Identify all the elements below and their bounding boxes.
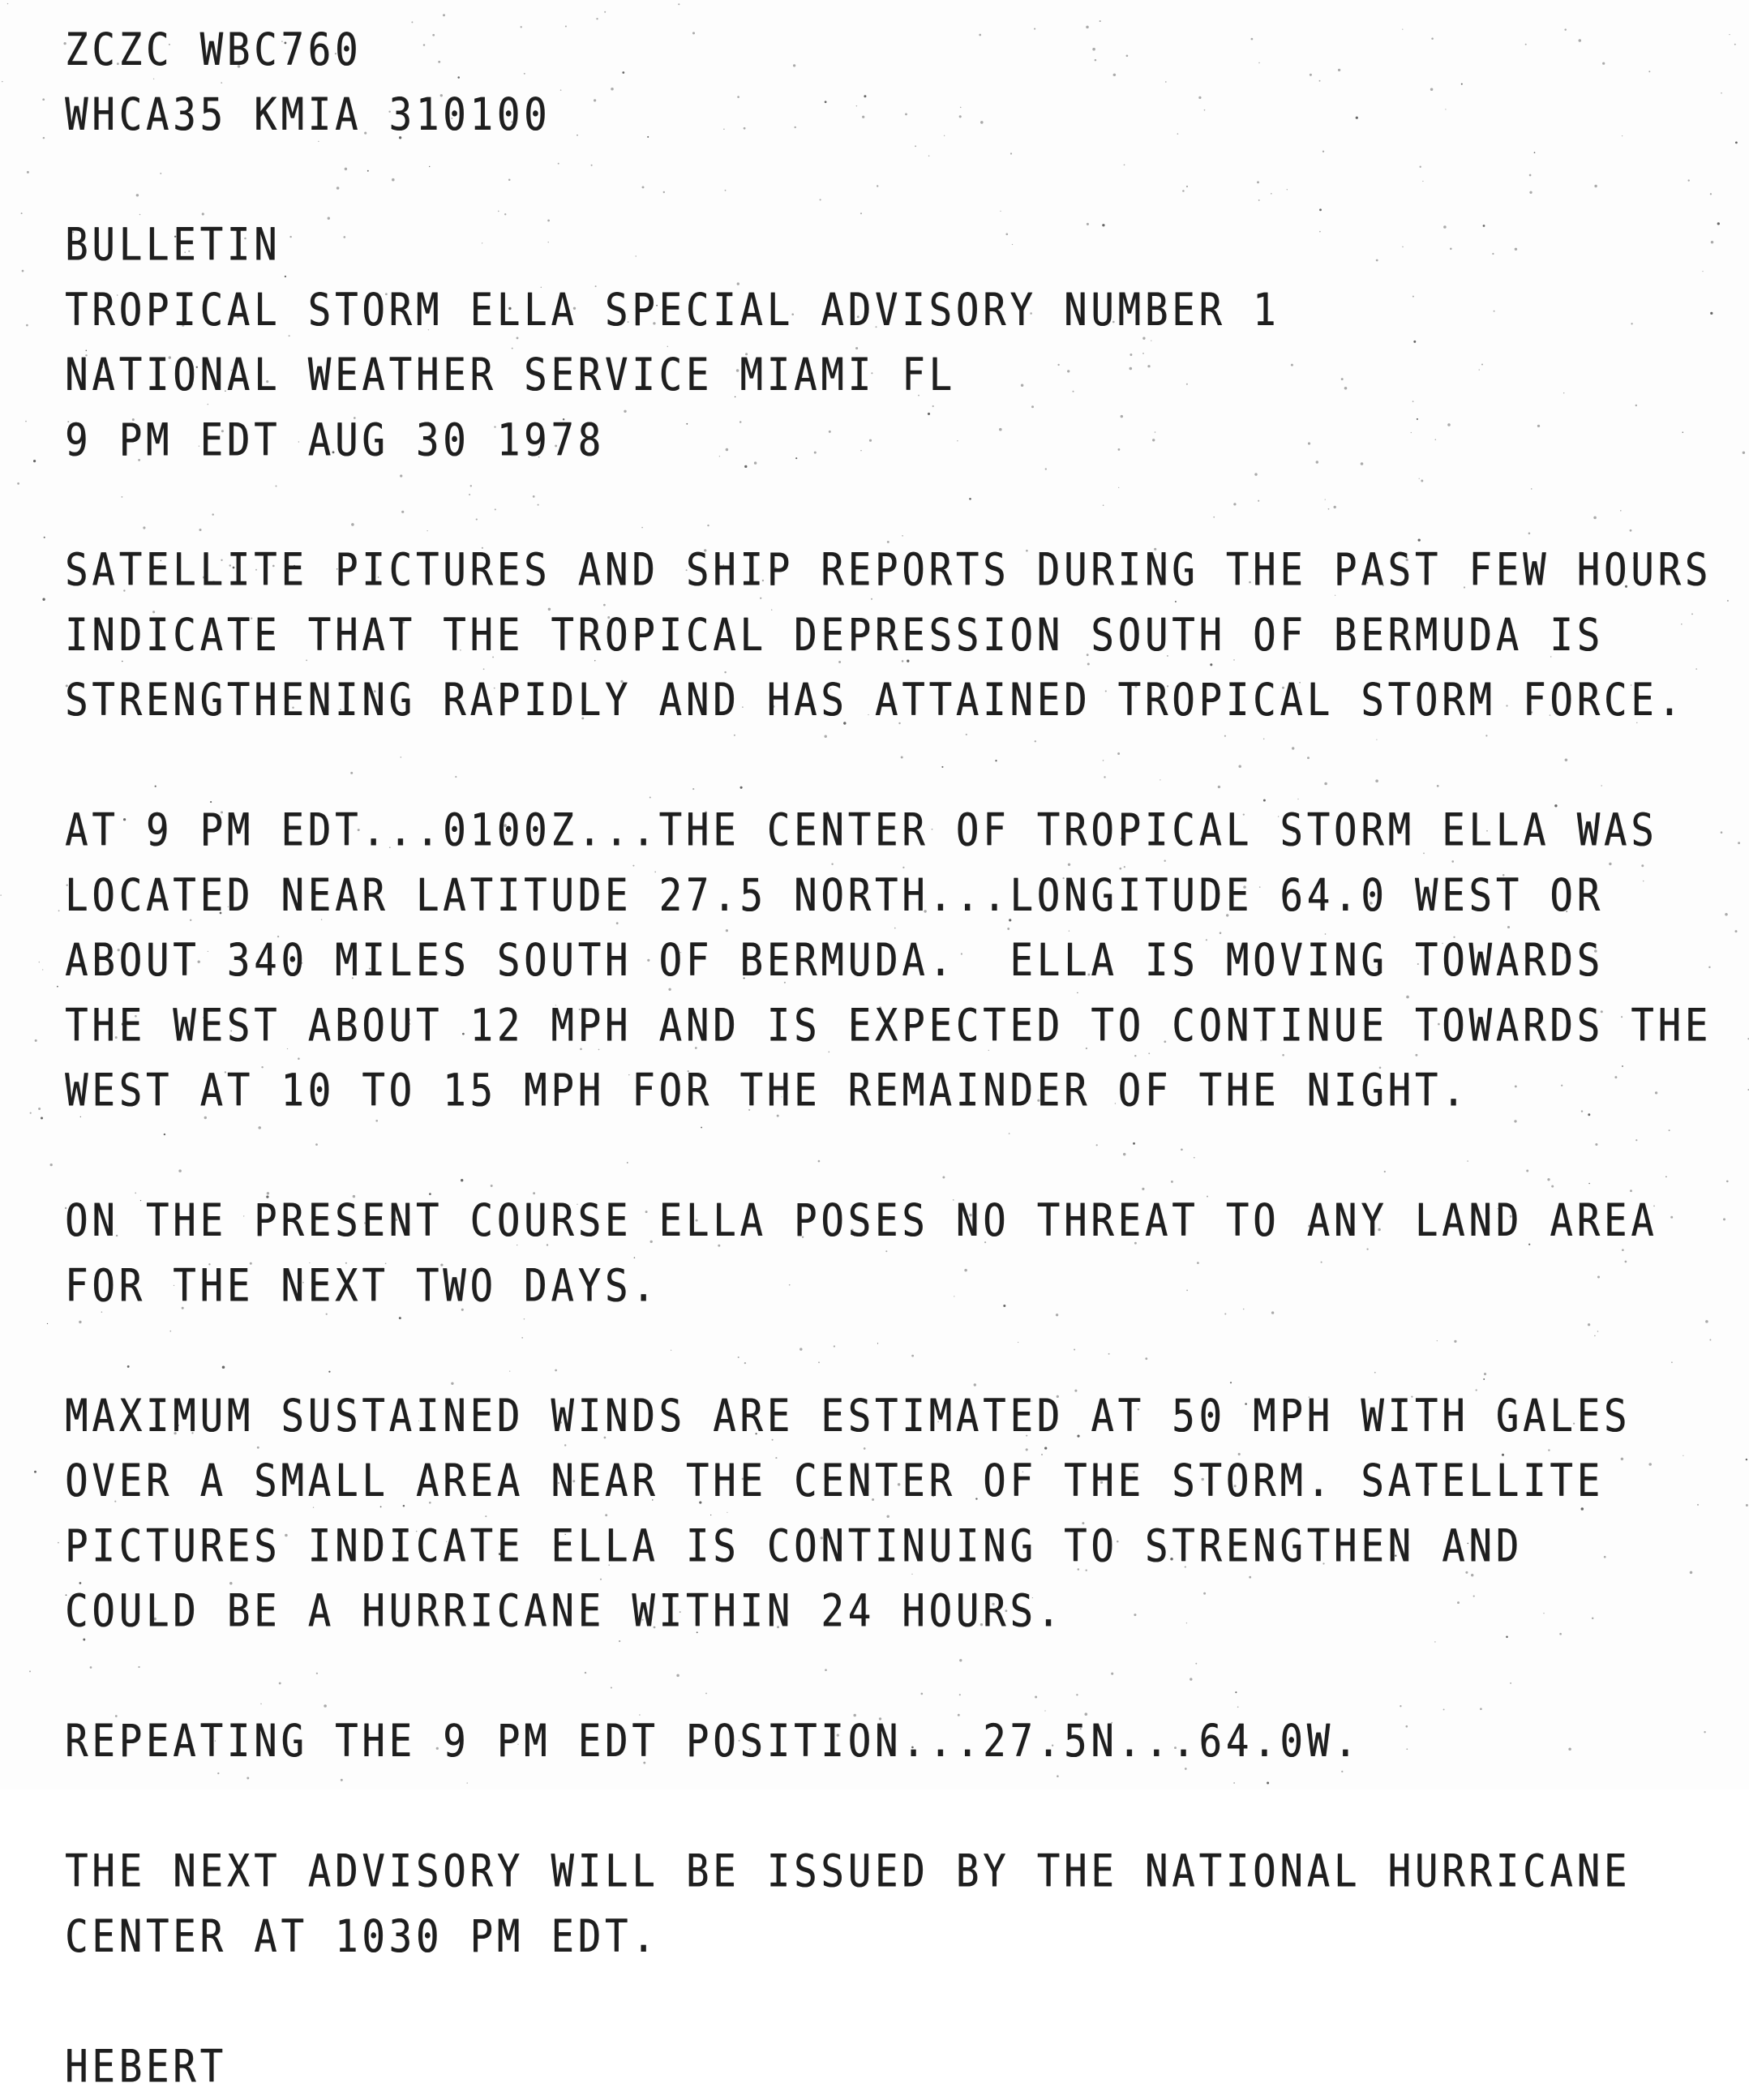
paper-speck — [1735, 930, 1738, 932]
paper-speck — [1695, 668, 1697, 670]
paper-speck — [35, 1039, 37, 1042]
paper-speck — [41, 1116, 43, 1119]
paper-speck — [0, 894, 1, 895]
paragraph-2-line: WEST AT 10 TO 15 MPH FOR THE REMAINDER OF THE NIGHT. — [65, 1064, 1469, 1117]
paragraph-1-line: INDICATE THAT THE TROPICAL DEPRESSION SOUTH OF BERMUDA IS — [65, 609, 1604, 662]
paper-speck — [1743, 452, 1745, 454]
paper-speck — [27, 171, 29, 174]
blank-line — [65, 474, 1687, 538]
paper-speck — [1690, 1571, 1692, 1574]
issue-datetime: 9 PM EDT AUG 30 1978 — [65, 414, 605, 467]
blank-line — [65, 1319, 1687, 1384]
paper-speck — [604, 11, 606, 13]
paragraph-6-line: CENTER AT 1030 PM EDT. — [65, 1910, 659, 1963]
paper-speck — [1735, 142, 1738, 144]
paper-speck — [30, 1112, 32, 1114]
paragraph-4-line: PICTURES INDICATE ELLA IS CONTINUING TO STRENGTHEN AND — [65, 1519, 1524, 1573]
blank-line — [65, 1644, 1687, 1709]
paragraph-5-line: REPEATING THE 9 PM EDT POSITION...27.5N...64.0W. — [65, 1715, 1361, 1768]
blank-line — [65, 1774, 1687, 1839]
paper-speck — [17, 482, 19, 485]
paper-speck — [22, 270, 24, 272]
paragraph-4-line: COULD BE A HURRICANE WITHIN 24 HOURS. — [65, 1584, 1064, 1638]
paragraph-4-line: OVER A SMALL AREA NEAR THE CENTER OF THE STORM. SATELLITE — [65, 1455, 1604, 1508]
paper-speck — [1710, 312, 1713, 315]
paper-speck — [1721, 831, 1723, 834]
signature: HEBERT — [65, 2040, 227, 2094]
paper-speck — [1729, 34, 1730, 35]
paragraph-3-line: FOR THE NEXT TWO DAYS. — [65, 1259, 659, 1313]
paragraph-4-line: MAXIMUM SUSTAINED WINDS ARE ESTIMATED AT 50 MPH WITH GALES — [65, 1390, 1631, 1443]
paper-speck — [1702, 271, 1703, 272]
paper-speck — [25, 421, 27, 422]
paper-speck — [42, 598, 45, 601]
header-line-1: ZCZC WBC760 — [65, 24, 362, 76]
paper-speck — [1725, 913, 1728, 916]
paper-speck — [42, 98, 45, 101]
paper-speck — [38, 1108, 41, 1110]
blank-line — [65, 148, 1687, 212]
paper-speck — [1734, 44, 1736, 45]
paragraph-1-line: STRENGTHENING RAPIDLY AND HAS ATTAINED TROPICAL STORM FORCE. — [65, 674, 1685, 727]
paper-speck — [1746, 1504, 1748, 1506]
paragraph-3-line: ON THE PRESENT COURSE ELLA POSES NO THREAT TO ANY LAND AREA — [65, 1194, 1658, 1248]
header-line-2: WHCA35 KMIA 310100 — [65, 88, 551, 142]
blank-line — [65, 1969, 1687, 2034]
paper-speck — [1721, 92, 1722, 94]
paper-speck — [42, 969, 43, 970]
paper-speck — [58, 910, 60, 911]
advisory-title: TROPICAL STORM ELLA SPECIAL ADVISORY NUMBER 1 — [65, 284, 1280, 336]
paragraph-2-line: AT 9 PM EDT...0100Z...THE CENTER OF TROPICAL STORM ELLA WAS — [65, 804, 1658, 857]
paper-speck — [50, 1164, 53, 1166]
paper-speck — [1746, 1459, 1747, 1460]
paragraph-2-line: THE WEST ABOUT 12 MPH AND IS EXPECTED TO CONTINUE TOWARDS THE — [65, 999, 1713, 1052]
paper-speck — [1709, 1339, 1711, 1341]
paper-speck — [1708, 966, 1710, 968]
blank-line — [65, 1124, 1687, 1189]
paper-speck — [57, 986, 58, 988]
paper-speck — [1710, 193, 1712, 195]
paper-speck — [1705, 1320, 1708, 1323]
paper-speck — [1727, 600, 1729, 602]
paper-speck — [44, 537, 45, 538]
blank-line — [65, 734, 1687, 799]
paragraph-2-line: LOCATED NEAR LATITUDE 27.5 NORTH...LONGITUDE 64.0 WEST OR — [65, 869, 1604, 923]
advisory-text — [65, 18, 1713, 2100]
paper-speck — [1738, 842, 1740, 844]
paper-speck — [443, 14, 445, 16]
paper-speck — [1723, 1218, 1725, 1220]
paper-speck — [678, 3, 679, 5]
paragraph-6-line: THE NEXT ADVISORY WILL BE ISSUED BY THE NATIONAL HURRICANE — [65, 1845, 1631, 1898]
paper-speck — [34, 1471, 36, 1473]
paper-speck — [29, 1670, 31, 1672]
paper-speck — [1717, 222, 1720, 225]
paper-speck — [47, 1323, 48, 1324]
bulletin-label: BULLETIN — [65, 218, 281, 272]
paper-speck — [33, 460, 36, 462]
issuing-office: NATIONAL WEATHER SERVICE MIAMI FL — [65, 349, 956, 402]
paper-speck — [1726, 1181, 1729, 1183]
paper-speck — [1691, 613, 1693, 615]
paper-speck — [7, 3, 8, 4]
paragraph-2-line: ABOUT 340 MILES SOUTH OF BERMUDA. ELLA IS MOVING TOWARDS — [65, 934, 1604, 988]
paper-speck — [1688, 179, 1690, 181]
paper-speck — [58, 1542, 59, 1544]
paper-speck — [1704, 1731, 1705, 1733]
paper-speck — [1697, 1504, 1699, 1506]
paper-speck — [1711, 241, 1713, 243]
paper-speck — [43, 137, 45, 139]
paper-speck — [26, 324, 28, 327]
paragraph-1-line: SATELLITE PICTURES AND SHIP REPORTS DURING THE PAST FEW HOURS — [65, 544, 1713, 597]
paper-speck — [21, 212, 23, 214]
